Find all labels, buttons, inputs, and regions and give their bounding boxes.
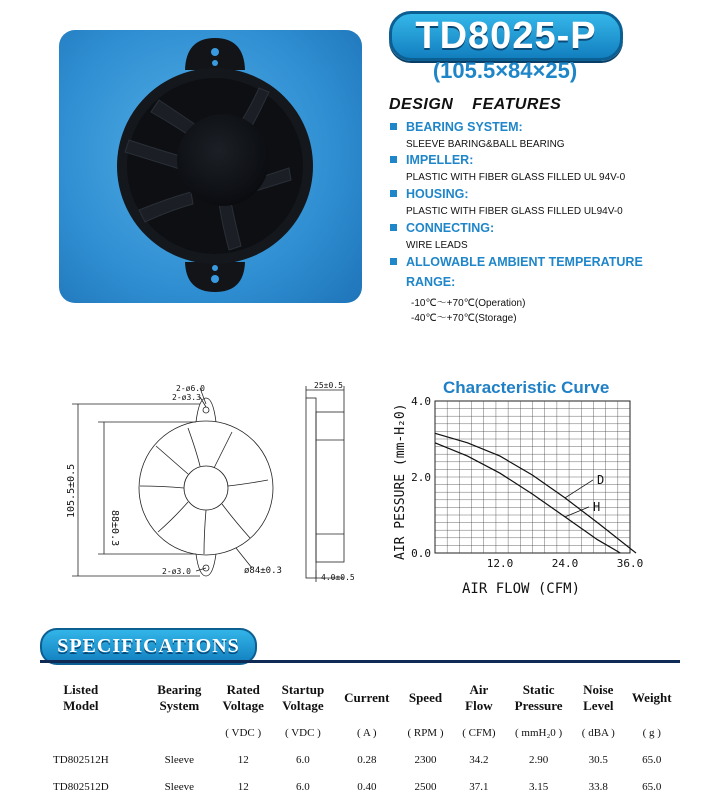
cell-startup-voltage: 6.0 bbox=[296, 780, 310, 793]
col-header-static-pressure: Static Pressure bbox=[514, 682, 563, 713]
chart-series-label: D bbox=[597, 472, 605, 487]
unit-cell bbox=[144, 720, 215, 746]
chart-x-tick-label: 36.0 bbox=[616, 557, 644, 570]
cell-noise: 30.5 bbox=[588, 753, 608, 766]
characteristic-chart bbox=[385, 395, 644, 597]
unit-cell: ( mmH₂0 ) bbox=[514, 727, 563, 739]
label-hole-outer: 2-ø6.0 bbox=[176, 384, 205, 393]
cell-rated-voltage: 12 bbox=[237, 753, 249, 766]
table-row bbox=[18, 773, 678, 800]
col-header-startup-voltage: Startup Voltage bbox=[281, 682, 325, 713]
cell-noise: 33.8 bbox=[588, 780, 608, 793]
unit-cell: ( dBA ) bbox=[581, 727, 615, 739]
feature-value-bearing: SLEEVE BARING&BALL BEARING bbox=[406, 139, 565, 150]
chart-series-label: H bbox=[593, 499, 601, 514]
cell-bearing: Sleeve bbox=[164, 780, 194, 793]
feature-heading-impeller: IMPELLER: bbox=[390, 153, 473, 167]
feature-heading-bearing: BEARING SYSTEM: bbox=[390, 120, 523, 134]
col-header-air-flow: Air Flow bbox=[465, 682, 493, 713]
chart-series-line-D bbox=[435, 433, 636, 553]
cell-model: TD802512H bbox=[53, 753, 109, 766]
chart-y-tick-label: 0.0 bbox=[411, 547, 431, 560]
unit-cell: ( CFM) bbox=[462, 727, 496, 739]
cell-current: 0.28 bbox=[357, 753, 377, 766]
label-flange: 4.0±0.5 bbox=[321, 573, 355, 582]
fan-outer-ring bbox=[139, 421, 273, 555]
chart-x-tick-label: 12.0 bbox=[486, 557, 514, 570]
unit-cell bbox=[18, 720, 144, 746]
cell-static-pressure: 3.15 bbox=[528, 780, 549, 793]
cell-model: TD802512D bbox=[53, 780, 109, 793]
cell-static-pressure: 2.90 bbox=[528, 753, 549, 766]
product-photo bbox=[59, 30, 362, 303]
table-row bbox=[18, 746, 678, 773]
feature-value-housing: PLASTIC WITH FIBER GLASS FILLED UL94V-0 bbox=[406, 206, 623, 217]
cell-bearing: Sleeve bbox=[164, 753, 194, 766]
unit-cell: ( RPM ) bbox=[407, 727, 444, 739]
col-header-noise: Noise Level bbox=[583, 682, 614, 713]
model-badge: TD8025-P bbox=[389, 11, 623, 61]
cell-air-flow: 37.1 bbox=[469, 780, 489, 793]
unit-cell: ( A ) bbox=[357, 727, 377, 739]
fan-photo-graphic bbox=[59, 30, 362, 303]
model-dimensions: (105.5×84×25) bbox=[432, 58, 578, 83]
bullet-square-icon bbox=[390, 258, 397, 265]
feature-heading-range: RANGE: bbox=[406, 275, 456, 289]
label-hole-bottom: 2-ø3.0 bbox=[162, 567, 191, 576]
feature-heading-housing: HOUSING: bbox=[390, 187, 469, 201]
cell-speed: 2300 bbox=[414, 753, 437, 766]
label-height-total: 105.5±0.5 bbox=[66, 463, 77, 518]
label-hole-inner: 2-ø3.3 bbox=[172, 393, 201, 402]
chart-x-label: AIR FLOW (CFM) bbox=[462, 581, 581, 597]
chart-title: Characteristic Curve bbox=[443, 378, 610, 397]
cell-air-flow: 34.2 bbox=[469, 753, 489, 766]
cell-current: 0.40 bbox=[357, 780, 377, 793]
unit-cell: ( VDC ) bbox=[284, 727, 321, 739]
cell-rated-voltage: 12 bbox=[237, 780, 249, 793]
feature-value-impeller: PLASTIC WITH FIBER GLASS FILLED UL 94V-0 bbox=[406, 172, 626, 183]
chart-x-tick-label: 24.0 bbox=[551, 557, 579, 570]
chart-grid bbox=[411, 395, 643, 570]
col-header-model: Listed Model bbox=[63, 682, 99, 713]
feature-heading-temperature: ALLOWABLE AMBIENT TEMPERATURE bbox=[390, 255, 643, 269]
specifications-rule bbox=[40, 660, 680, 663]
label-diameter: ø84±0.3 bbox=[244, 566, 282, 576]
bullet-square-icon bbox=[390, 224, 397, 231]
fan-hub bbox=[184, 466, 228, 510]
bullet-square-icon bbox=[390, 190, 397, 197]
table-header-row bbox=[18, 676, 678, 720]
col-header-weight: Weight bbox=[631, 690, 672, 705]
feature-value-storage: -40℃～+70℃(Storage) bbox=[411, 313, 517, 324]
chart-y-label: AIR PESSURE (mm-H₂0) bbox=[393, 403, 408, 560]
bullet-square-icon bbox=[390, 156, 397, 163]
chart-series-line-H bbox=[435, 443, 620, 553]
feature-heading-connecting: CONNECTING: bbox=[390, 221, 494, 235]
chart-curves bbox=[435, 433, 636, 553]
specifications-badge: SPECIFICATIONS bbox=[40, 628, 257, 665]
chart-y-tick-label: 4.0 bbox=[411, 395, 431, 408]
cell-startup-voltage: 6.0 bbox=[296, 753, 310, 766]
unit-cell: ( g ) bbox=[642, 727, 661, 739]
label-height-body: 88±0.3 bbox=[109, 510, 120, 547]
table-units-row bbox=[18, 720, 678, 746]
col-header-current: Current bbox=[344, 690, 390, 705]
cell-weight: 65.0 bbox=[642, 753, 662, 766]
features-title: DESIGN FEATURES bbox=[389, 96, 562, 113]
chart-series-leader bbox=[565, 507, 589, 517]
bullet-square-icon bbox=[390, 123, 397, 130]
feature-value-connecting: WIRE LEADS bbox=[406, 240, 468, 251]
cell-weight: 65.0 bbox=[642, 780, 662, 793]
col-header-bearing: Bearing System bbox=[157, 682, 202, 713]
dimension-drawing bbox=[0, 370, 370, 585]
col-header-speed: Speed bbox=[408, 690, 443, 705]
unit-cell: ( VDC ) bbox=[225, 727, 262, 739]
chart-y-tick-label: 2.0 bbox=[411, 471, 431, 484]
label-thickness: 25±0.5 bbox=[314, 381, 343, 390]
cell-speed: 2500 bbox=[414, 780, 437, 793]
specifications-table bbox=[18, 676, 678, 800]
col-header-rated-voltage: Rated Voltage bbox=[222, 682, 264, 713]
feature-value-operation: -10℃～+70℃(Operation) bbox=[411, 298, 526, 309]
